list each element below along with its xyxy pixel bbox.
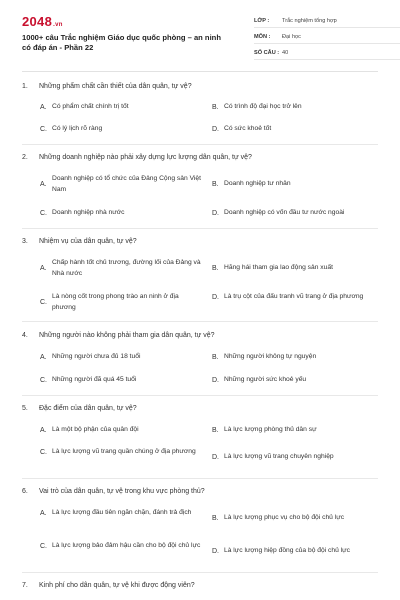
option-text: Là lực lượng bảo đảm hậu cần cho bộ đội chủ lực: [52, 542, 201, 549]
option-letter: C.: [40, 448, 47, 456]
option-letter: D.: [212, 453, 219, 461]
option-text: Doanh nghiệp có vốn đầu tư nước ngoài: [224, 209, 345, 216]
meta-value: Trắc nghiệm tổng hợp: [282, 17, 337, 24]
option-d[interactable]: [212, 375, 382, 386]
option-text: Hăng hái tham gia lao động sản xuất: [224, 264, 333, 271]
option-letter: C.: [40, 209, 47, 217]
meta-label: SỐ CÂU :: [254, 49, 280, 56]
option-c[interactable]: [40, 208, 205, 219]
option-b[interactable]: [212, 425, 382, 436]
option-b[interactable]: [212, 179, 382, 190]
question-6: [22, 487, 382, 496]
meta-label: LỚP :: [254, 17, 270, 24]
option-text: Là một bộ phận của quân đội: [52, 426, 139, 433]
option-a[interactable]: [40, 174, 208, 195]
option-letter: C.: [40, 542, 47, 550]
question-5: [22, 404, 382, 413]
question-1: [22, 82, 382, 91]
option-text: Doanh nghiệp có tổ chức của Đảng Cộng sản Việt Nam: [52, 175, 201, 193]
option-letter: A.: [40, 509, 47, 517]
option-letter: D.: [212, 376, 219, 384]
document-title: 1000+ câu Trắc nghiệm Giáo dục quốc phòng – an ninh có đáp án - Phần 22: [22, 33, 221, 52]
question-7: [22, 581, 382, 590]
option-text: Có trình độ đại học trở lên: [224, 103, 302, 110]
option-d[interactable]: [212, 292, 382, 303]
option-letter: D.: [212, 547, 219, 555]
option-text: Có sức khoẻ tốt: [224, 125, 272, 132]
option-letter: C.: [40, 376, 47, 384]
option-text: Chấp hành tốt chủ trương, đường lối của Đảng và Nhà nước: [52, 259, 201, 277]
option-text: Là lực lượng phòng thủ dân sự: [224, 426, 317, 433]
option-text: Là lực lượng phục vụ cho bộ đội chủ lực: [224, 514, 345, 521]
question-text: 3. Nhiệm vụ của dân quân, tự vệ?: [22, 238, 137, 245]
option-letter: C.: [40, 299, 47, 306]
divider: [22, 144, 378, 145]
question-2: [22, 153, 382, 162]
option-text: Doanh nghiệp nhà nước: [52, 209, 125, 216]
option-letter: B.: [212, 514, 219, 522]
divider: [22, 395, 378, 396]
option-d[interactable]: [212, 546, 384, 557]
option-b[interactable]: [212, 263, 382, 274]
option-b[interactable]: [212, 513, 384, 524]
option-text: Là nòng cốt trong phong trào an ninh ở địa phương: [52, 293, 179, 311]
option-letter: D.: [212, 209, 219, 217]
question-4: [22, 331, 382, 340]
option-letter: C.: [40, 125, 47, 133]
option-letter: A.: [40, 265, 47, 272]
option-letter: A.: [40, 426, 47, 434]
question-text: 4. Những người nào không phải tham gia dân quân, tự vệ?: [22, 332, 215, 339]
option-text: Có phẩm chất chính trị tốt: [52, 103, 129, 110]
option-text: Là lực lượng đầu tiên ngăn chặn, đánh trả địch: [52, 509, 192, 516]
option-text: Là trụ cột của đấu tranh vũ trang ở địa phương: [224, 293, 364, 300]
meta-value: 40: [282, 49, 289, 56]
option-letter: B.: [212, 180, 219, 188]
question-3: [22, 237, 382, 246]
option-letter: B.: [212, 264, 219, 272]
option-text: Là lực lượng vũ trang quần chúng ở địa phương: [52, 448, 196, 455]
option-text: Những người chưa đủ 18 tuổi: [52, 353, 141, 360]
question-text: 1. Những phẩm chất cần thiết của dân quân, tự vệ?: [22, 83, 192, 90]
option-letter: A.: [40, 353, 47, 361]
option-a[interactable]: [40, 352, 205, 363]
option-letter: D.: [212, 125, 219, 133]
option-text: Những người không tự nguyện: [224, 353, 317, 360]
option-text: Có lý lịch rõ ràng: [52, 125, 103, 132]
option-letter: A.: [40, 181, 47, 188]
option-letter: A.: [40, 103, 47, 111]
question-text: 5. Đặc điểm của dân quân, tự vệ?: [22, 405, 137, 412]
option-b[interactable]: [212, 102, 382, 113]
option-letter: D.: [212, 293, 219, 301]
option-text: Là lực lượng vũ trang chuyên nghiệp: [224, 453, 334, 460]
option-b[interactable]: [212, 352, 382, 363]
question-text: 6. Vai trò của dân quân, tự vệ trong khu vực phòng thủ?: [22, 488, 205, 495]
divider: [22, 572, 378, 573]
option-d[interactable]: [212, 124, 382, 135]
option-d[interactable]: [212, 208, 384, 219]
meta-subject-row: [254, 30, 400, 44]
question-text: 7. Kinh phí cho dân quân, tự vệ khi được động viên?: [22, 582, 195, 589]
option-a[interactable]: [40, 102, 205, 113]
document-meta: [254, 14, 400, 62]
divider: [22, 321, 378, 322]
option-a[interactable]: [40, 425, 205, 436]
option-c[interactable]: [40, 124, 205, 135]
option-c[interactable]: [40, 375, 205, 386]
meta-count-row: [254, 46, 400, 60]
divider: [22, 478, 378, 479]
question-text: 2. Những doanh nghiệp nào phải xây dựng lực lượng dân quân, tự vệ?: [22, 154, 252, 161]
meta-class-row: [254, 14, 400, 28]
option-a[interactable]: [40, 258, 208, 279]
option-text: Những người đã quá 45 tuổi: [52, 376, 137, 383]
option-text: Là lực lượng hiệp đồng của bộ đội chủ lực: [224, 547, 351, 554]
site-logo[interactable]: 2048.vn: [22, 14, 63, 29]
option-letter: B.: [212, 353, 219, 361]
option-c[interactable]: [40, 541, 208, 552]
option-text: Những người sức khoẻ yếu: [224, 376, 307, 383]
meta-label: MÔN :: [254, 33, 271, 40]
meta-value: Đại học: [282, 33, 301, 40]
divider: [22, 228, 378, 229]
option-c[interactable]: [40, 292, 208, 313]
option-d[interactable]: [212, 452, 382, 463]
document-header: [22, 0, 378, 72]
option-a[interactable]: [40, 508, 208, 519]
option-letter: B.: [212, 426, 219, 434]
option-c[interactable]: [40, 447, 208, 458]
option-text: Doanh nghiệp tư nhân: [224, 180, 291, 187]
option-letter: B.: [212, 103, 219, 111]
